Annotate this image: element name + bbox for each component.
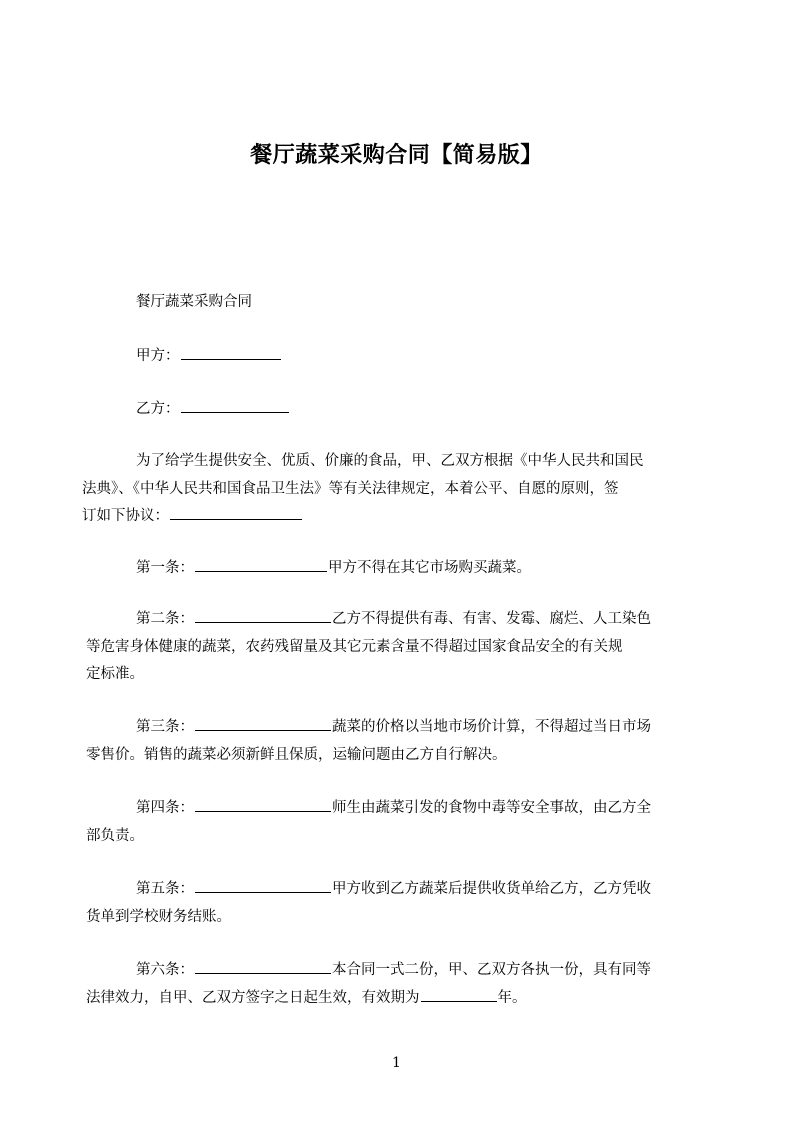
intro-line-2: 法典》、《中华人民共和国食品卫生法》等有关法律规定，本着公平、自愿的原则，签 [82, 480, 619, 497]
article-1-label: 第一条： [136, 560, 194, 576]
article-2-blank [195, 608, 331, 623]
article-2-line-3: 定标准。 [86, 666, 144, 682]
document-title: 餐厅蔬菜采购合同【简易版】 [250, 143, 543, 168]
article-3-line-1 [136, 714, 702, 742]
article-4-line-2: 部负责。 [86, 827, 144, 844]
article-3-blank [195, 716, 331, 731]
article-1-blank [195, 557, 327, 572]
article-5-blank [195, 878, 331, 893]
page-number: 1 [392, 1055, 401, 1071]
article-6-label: 第六条： [136, 962, 194, 978]
article-4-text-1: 师生由蔬菜引发的食物中毒等安全事故，由乙方全 [332, 800, 651, 816]
article-3-text-1: 蔬菜的价格以当地市场价计算，不得超过当日市场 [332, 719, 651, 735]
article-5-text-1: 甲方收到乙方蔬菜后提供收货单给乙方，乙方凭收 [332, 881, 651, 897]
intro-paragraph [82, 448, 702, 531]
party-a-blank [181, 345, 281, 360]
article-2 [86, 606, 702, 689]
article-4 [86, 795, 702, 850]
article-1 [136, 557, 531, 578]
intro-line-3-text: 订如下协议： [82, 508, 169, 524]
article-4-blank [195, 797, 331, 812]
article-1-text: 甲方不得在其它市场购买蔬菜。 [328, 560, 531, 576]
intro-line-1: 为了给学生提供安全、优质、价廉的食品，甲、乙双方根据《中华人民共和国民 [136, 453, 644, 469]
article-2-line-2: 等危害身体健康的蔬菜，农药残留量及其它元素含量不得超过国家食品安全的有关规 [86, 638, 623, 655]
article-6-blank [195, 959, 331, 974]
article-6 [86, 957, 702, 1012]
article-5-line-1 [136, 876, 702, 904]
article-4-label: 第四条： [136, 800, 194, 816]
article-6-text-1: 本合同一式二份，甲、乙双方各执一份，具有同等 [332, 962, 651, 978]
article-3 [86, 714, 702, 769]
article-6-line-1 [136, 957, 702, 985]
article-5-line-2: 货单到学校财务结账。 [86, 908, 231, 925]
contract-heading: 餐厅蔬菜采购合同 [136, 294, 252, 310]
article-5-label: 第五条： [136, 881, 194, 897]
article-4-line-1 [136, 795, 702, 823]
party-a-line [136, 345, 282, 366]
article-2-label: 第二条： [136, 611, 194, 627]
article-3-label: 第三条： [136, 719, 194, 735]
article-6-line-2 [86, 985, 702, 1013]
intro-blank [170, 505, 302, 520]
article-2-line-1 [136, 606, 702, 634]
validity-term-blank [421, 987, 497, 1002]
article-6-text-3: 年。 [497, 989, 527, 1006]
article-2-text-1: 乙方不得提供有毒、有害、发霉、腐烂、人工染色 [332, 611, 651, 627]
article-3-line-2: 零售价。销售的蔬菜必须新鲜且保质，运输问题由乙方自行解决。 [86, 746, 507, 763]
party-b-line [136, 398, 290, 419]
intro-line-3 [82, 503, 702, 531]
party-b-blank [181, 398, 289, 413]
party-a-label: 甲方： [136, 348, 180, 364]
article-5 [86, 876, 702, 931]
party-b-label: 乙方： [136, 401, 180, 417]
article-6-text-2: 法律效力，自甲、乙双方签字之日起生效，有效期为 [86, 989, 420, 1006]
